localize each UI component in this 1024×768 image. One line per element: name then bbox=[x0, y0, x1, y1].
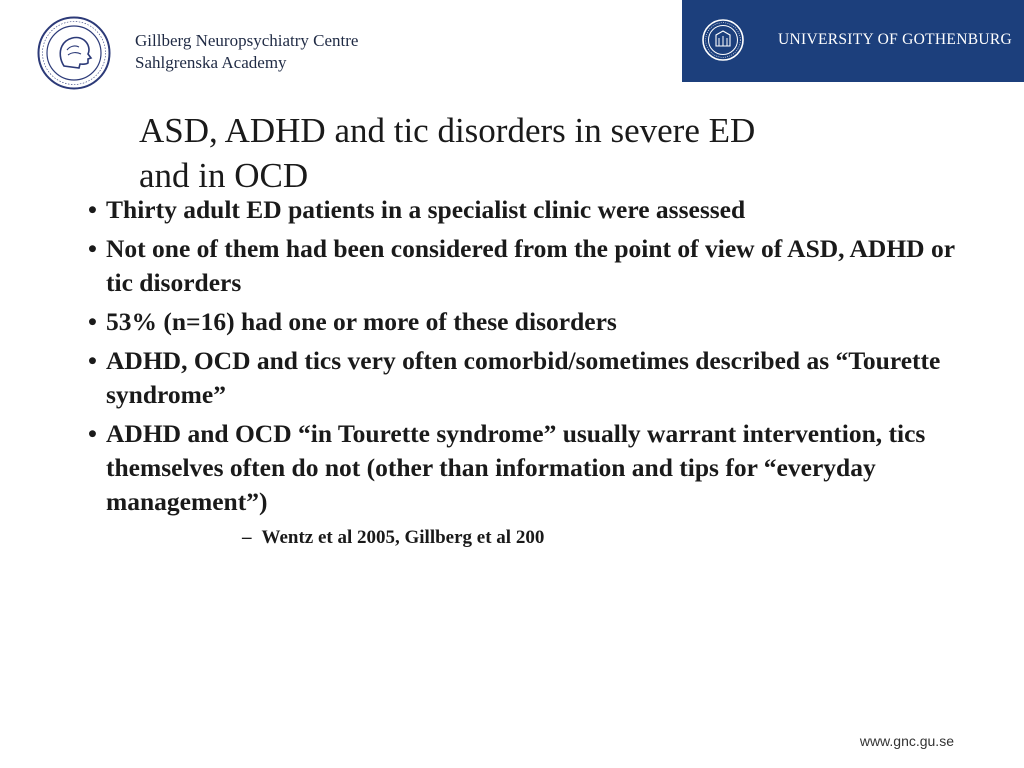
university-seal-icon bbox=[702, 19, 744, 61]
bullet-icon bbox=[88, 193, 97, 227]
slide-title-line2: and in OCD bbox=[139, 156, 309, 195]
slide-title-line1: ASD, ADHD and tic disorders in severe ED bbox=[139, 111, 756, 150]
dash-icon: – bbox=[242, 527, 252, 548]
bullet-icon bbox=[88, 417, 97, 451]
bullet-icon bbox=[88, 344, 97, 378]
bullet-text: Not one of them had been considered from the point of view of ASD, ADHD or tic disorders bbox=[106, 234, 955, 297]
bullet-icon bbox=[88, 232, 97, 266]
reference-text: Wentz et al 2005, Gillberg et al 200 bbox=[261, 527, 545, 548]
reference-sub-bullet bbox=[242, 526, 544, 550]
centre-name-line2: Sahlgrenska Academy bbox=[135, 53, 287, 72]
university-banner bbox=[682, 0, 1024, 82]
centre-name-line1: Gillberg Neuropsychiatry Centre bbox=[135, 31, 359, 50]
centre-name bbox=[135, 30, 358, 74]
bullet-list bbox=[88, 193, 968, 524]
footer-url: www.gnc.gu.se bbox=[859, 733, 954, 749]
bullet-item bbox=[88, 232, 968, 300]
bullet-item bbox=[88, 344, 968, 412]
bullet-item bbox=[88, 193, 968, 227]
bullet-item bbox=[88, 305, 968, 339]
bullet-item bbox=[88, 417, 968, 519]
university-name: UNIVERSITY OF GOTHENBURG bbox=[778, 31, 1012, 48]
bullet-text: Thirty adult ED patients in a specialist clinic were assessed bbox=[106, 195, 746, 224]
bullet-text: ADHD and OCD “in Tourette syndrome” usually warrant intervention, tics themselves often do not (other than information and tips for “everyday management”) bbox=[106, 419, 926, 516]
bullet-text: ADHD, OCD and tics very often comorbid/sometimes described as “Tourette syndrome” bbox=[106, 346, 941, 409]
slide-title bbox=[139, 108, 899, 198]
bullet-icon bbox=[88, 305, 97, 339]
bullet-text: 53% (n=16) had one or more of these disorders bbox=[106, 307, 617, 336]
gnc-logo-icon bbox=[37, 16, 111, 90]
